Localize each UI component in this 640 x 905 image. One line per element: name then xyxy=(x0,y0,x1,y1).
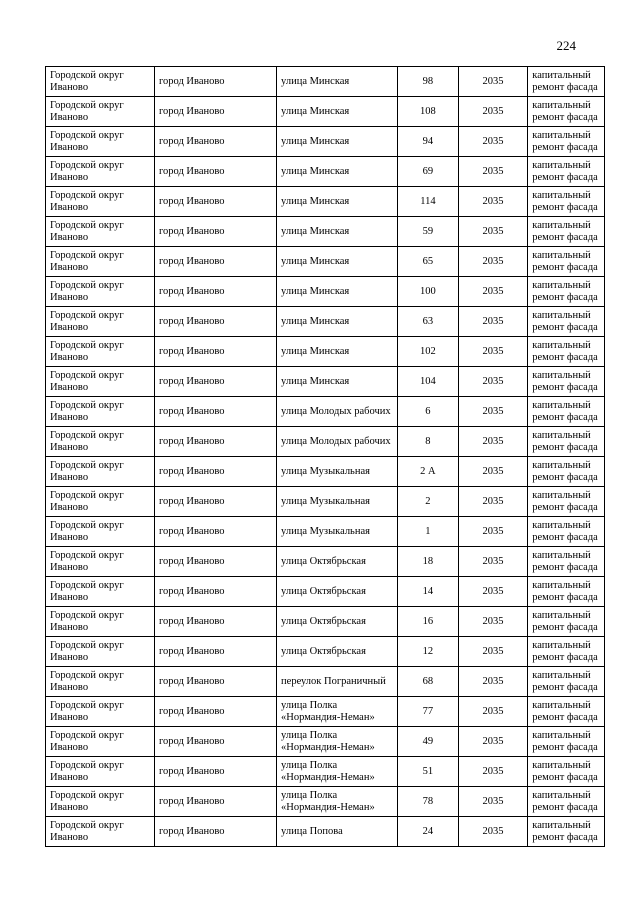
street-cell: улица Минская xyxy=(277,67,398,97)
work-type-cell: капитальный ремонт фасада xyxy=(528,487,605,517)
city-cell: город Иваново xyxy=(154,757,276,787)
street-cell: улица Полка «Нормандия-Неман» xyxy=(277,757,398,787)
district-cell: Городской округ Иваново xyxy=(46,577,155,607)
house-number-cell: 114 xyxy=(398,187,459,217)
district-cell: Городской округ Иваново xyxy=(46,727,155,757)
house-number-cell: 69 xyxy=(398,157,459,187)
street-cell: улица Молодых рабочих xyxy=(277,427,398,457)
district-cell: Городской округ Иваново xyxy=(46,127,155,157)
street-cell: улица Минская xyxy=(277,97,398,127)
table-row xyxy=(46,607,605,637)
work-type-cell: капитальный ремонт фасада xyxy=(528,217,605,247)
street-cell: улица Минская xyxy=(277,157,398,187)
work-type-cell: капитальный ремонт фасада xyxy=(528,637,605,667)
house-number-cell: 94 xyxy=(398,127,459,157)
district-cell: Городской округ Иваново xyxy=(46,547,155,577)
district-cell: Городской округ Иваново xyxy=(46,187,155,217)
district-cell: Городской округ Иваново xyxy=(46,397,155,427)
house-number-cell: 2 А xyxy=(398,457,459,487)
year-cell: 2035 xyxy=(458,127,528,157)
district-cell: Городской округ Иваново xyxy=(46,817,155,847)
street-cell: улица Минская xyxy=(277,307,398,337)
table-row xyxy=(46,637,605,667)
house-number-cell: 8 xyxy=(398,427,459,457)
district-cell: Городской округ Иваново xyxy=(46,697,155,727)
work-type-cell: капитальный ремонт фасада xyxy=(528,157,605,187)
city-cell: город Иваново xyxy=(154,517,276,547)
work-type-cell: капитальный ремонт фасада xyxy=(528,787,605,817)
house-number-cell: 68 xyxy=(398,667,459,697)
city-cell: город Иваново xyxy=(154,427,276,457)
city-cell: город Иваново xyxy=(154,727,276,757)
work-type-cell: капитальный ремонт фасада xyxy=(528,817,605,847)
city-cell: город Иваново xyxy=(154,367,276,397)
year-cell: 2035 xyxy=(458,187,528,217)
street-cell: улица Молодых рабочих xyxy=(277,397,398,427)
city-cell: город Иваново xyxy=(154,307,276,337)
street-cell: улица Попова xyxy=(277,817,398,847)
table-row xyxy=(46,367,605,397)
year-cell: 2035 xyxy=(458,757,528,787)
year-cell: 2035 xyxy=(458,577,528,607)
city-cell: город Иваново xyxy=(154,697,276,727)
street-cell: улица Минская xyxy=(277,337,398,367)
house-number-cell: 16 xyxy=(398,607,459,637)
street-cell: улица Минская xyxy=(277,277,398,307)
table-row xyxy=(46,457,605,487)
city-cell: город Иваново xyxy=(154,217,276,247)
city-cell: город Иваново xyxy=(154,577,276,607)
house-number-cell: 6 xyxy=(398,397,459,427)
street-cell: улица Музыкальная xyxy=(277,457,398,487)
district-cell: Городской округ Иваново xyxy=(46,277,155,307)
house-number-cell: 78 xyxy=(398,787,459,817)
district-cell: Городской округ Иваново xyxy=(46,517,155,547)
table-row xyxy=(46,277,605,307)
house-number-cell: 102 xyxy=(398,337,459,367)
street-cell: улица Минская xyxy=(277,247,398,277)
district-cell: Городской округ Иваново xyxy=(46,787,155,817)
table-row xyxy=(46,727,605,757)
work-type-cell: капитальный ремонт фасада xyxy=(528,187,605,217)
district-cell: Городской округ Иваново xyxy=(46,757,155,787)
table-row xyxy=(46,127,605,157)
district-cell: Городской округ Иваново xyxy=(46,97,155,127)
city-cell: город Иваново xyxy=(154,67,276,97)
year-cell: 2035 xyxy=(458,97,528,127)
district-cell: Городской округ Иваново xyxy=(46,307,155,337)
work-type-cell: капитальный ремонт фасада xyxy=(528,127,605,157)
year-cell: 2035 xyxy=(458,247,528,277)
street-cell: улица Октябрьская xyxy=(277,547,398,577)
table-row xyxy=(46,787,605,817)
table-row xyxy=(46,97,605,127)
district-cell: Городской округ Иваново xyxy=(46,487,155,517)
house-number-cell: 108 xyxy=(398,97,459,127)
year-cell: 2035 xyxy=(458,487,528,517)
house-number-cell: 51 xyxy=(398,757,459,787)
year-cell: 2035 xyxy=(458,607,528,637)
year-cell: 2035 xyxy=(458,637,528,667)
street-cell: улица Минская xyxy=(277,187,398,217)
district-cell: Городской округ Иваново xyxy=(46,67,155,97)
year-cell: 2035 xyxy=(458,397,528,427)
year-cell: 2035 xyxy=(458,517,528,547)
city-cell: город Иваново xyxy=(154,817,276,847)
table-row xyxy=(46,427,605,457)
year-cell: 2035 xyxy=(458,217,528,247)
year-cell: 2035 xyxy=(458,67,528,97)
city-cell: город Иваново xyxy=(154,787,276,817)
work-type-cell: капитальный ремонт фасада xyxy=(528,247,605,277)
work-type-cell: капитальный ремонт фасада xyxy=(528,367,605,397)
year-cell: 2035 xyxy=(458,727,528,757)
city-cell: город Иваново xyxy=(154,397,276,427)
house-number-cell: 12 xyxy=(398,637,459,667)
district-cell: Городской округ Иваново xyxy=(46,367,155,397)
house-number-cell: 77 xyxy=(398,697,459,727)
year-cell: 2035 xyxy=(458,667,528,697)
year-cell: 2035 xyxy=(458,457,528,487)
year-cell: 2035 xyxy=(458,277,528,307)
house-number-cell: 59 xyxy=(398,217,459,247)
year-cell: 2035 xyxy=(458,427,528,457)
district-cell: Городской округ Иваново xyxy=(46,607,155,637)
table-row xyxy=(46,247,605,277)
district-cell: Городской округ Иваново xyxy=(46,337,155,367)
house-number-cell: 63 xyxy=(398,307,459,337)
work-type-cell: капитальный ремонт фасада xyxy=(528,337,605,367)
house-number-cell: 18 xyxy=(398,547,459,577)
city-cell: город Иваново xyxy=(154,667,276,697)
city-cell: город Иваново xyxy=(154,97,276,127)
work-type-cell: капитальный ремонт фасада xyxy=(528,427,605,457)
street-cell: улица Полка «Нормандия-Неман» xyxy=(277,697,398,727)
work-type-cell: капитальный ремонт фасада xyxy=(528,577,605,607)
district-cell: Городской округ Иваново xyxy=(46,637,155,667)
city-cell: город Иваново xyxy=(154,247,276,277)
table-row xyxy=(46,817,605,847)
work-type-cell: капитальный ремонт фасада xyxy=(528,727,605,757)
district-cell: Городской округ Иваново xyxy=(46,427,155,457)
work-type-cell: капитальный ремонт фасада xyxy=(528,307,605,337)
table-row xyxy=(46,187,605,217)
street-cell: улица Минская xyxy=(277,127,398,157)
work-type-cell: капитальный ремонт фасада xyxy=(528,457,605,487)
work-type-cell: капитальный ремонт фасада xyxy=(528,607,605,637)
house-number-cell: 49 xyxy=(398,727,459,757)
table-row xyxy=(46,547,605,577)
table-row xyxy=(46,667,605,697)
street-cell: переулок Пограничный xyxy=(277,667,398,697)
house-number-cell: 100 xyxy=(398,277,459,307)
year-cell: 2035 xyxy=(458,697,528,727)
table-row xyxy=(46,307,605,337)
city-cell: город Иваново xyxy=(154,637,276,667)
housing-repair-table xyxy=(45,66,605,847)
year-cell: 2035 xyxy=(458,787,528,817)
house-number-cell: 2 xyxy=(398,487,459,517)
house-number-cell: 98 xyxy=(398,67,459,97)
table-row xyxy=(46,217,605,247)
year-cell: 2035 xyxy=(458,307,528,337)
work-type-cell: капитальный ремонт фасада xyxy=(528,277,605,307)
city-cell: город Иваново xyxy=(154,607,276,637)
work-type-cell: капитальный ремонт фасада xyxy=(528,517,605,547)
city-cell: город Иваново xyxy=(154,337,276,367)
street-cell: улица Минская xyxy=(277,367,398,397)
table-row xyxy=(46,67,605,97)
city-cell: город Иваново xyxy=(154,187,276,217)
house-number-cell: 1 xyxy=(398,517,459,547)
street-cell: улица Полка «Нормандия-Неман» xyxy=(277,787,398,817)
district-cell: Городской округ Иваново xyxy=(46,247,155,277)
work-type-cell: капитальный ремонт фасада xyxy=(528,667,605,697)
city-cell: город Иваново xyxy=(154,157,276,187)
table-body xyxy=(46,67,605,847)
table-row xyxy=(46,517,605,547)
house-number-cell: 14 xyxy=(398,577,459,607)
street-cell: улица Минская xyxy=(277,217,398,247)
district-cell: Городской округ Иваново xyxy=(46,157,155,187)
table-row xyxy=(46,157,605,187)
district-cell: Городской округ Иваново xyxy=(46,457,155,487)
table-row xyxy=(46,487,605,517)
year-cell: 2035 xyxy=(458,157,528,187)
street-cell: улица Октябрьская xyxy=(277,637,398,667)
district-cell: Городской округ Иваново xyxy=(46,667,155,697)
house-number-cell: 24 xyxy=(398,817,459,847)
work-type-cell: капитальный ремонт фасада xyxy=(528,547,605,577)
table-row xyxy=(46,397,605,427)
city-cell: город Иваново xyxy=(154,457,276,487)
city-cell: город Иваново xyxy=(154,547,276,577)
work-type-cell: капитальный ремонт фасада xyxy=(528,97,605,127)
work-type-cell: капитальный ремонт фасада xyxy=(528,67,605,97)
house-number-cell: 104 xyxy=(398,367,459,397)
year-cell: 2035 xyxy=(458,337,528,367)
street-cell: улица Полка «Нормандия-Неман» xyxy=(277,727,398,757)
year-cell: 2035 xyxy=(458,547,528,577)
district-cell: Городской округ Иваново xyxy=(46,217,155,247)
city-cell: город Иваново xyxy=(154,277,276,307)
city-cell: город Иваново xyxy=(154,127,276,157)
table-row xyxy=(46,757,605,787)
work-type-cell: капитальный ремонт фасада xyxy=(528,757,605,787)
city-cell: город Иваново xyxy=(154,487,276,517)
street-cell: улица Музыкальная xyxy=(277,487,398,517)
table-row xyxy=(46,697,605,727)
table-row xyxy=(46,337,605,367)
house-number-cell: 65 xyxy=(398,247,459,277)
year-cell: 2035 xyxy=(458,367,528,397)
street-cell: улица Октябрьская xyxy=(277,577,398,607)
work-type-cell: капитальный ремонт фасада xyxy=(528,697,605,727)
work-type-cell: капитальный ремонт фасада xyxy=(528,397,605,427)
page-number: 224 xyxy=(556,38,576,53)
year-cell: 2035 xyxy=(458,817,528,847)
street-cell: улица Октябрьская xyxy=(277,607,398,637)
table-row xyxy=(46,577,605,607)
street-cell: улица Музыкальная xyxy=(277,517,398,547)
